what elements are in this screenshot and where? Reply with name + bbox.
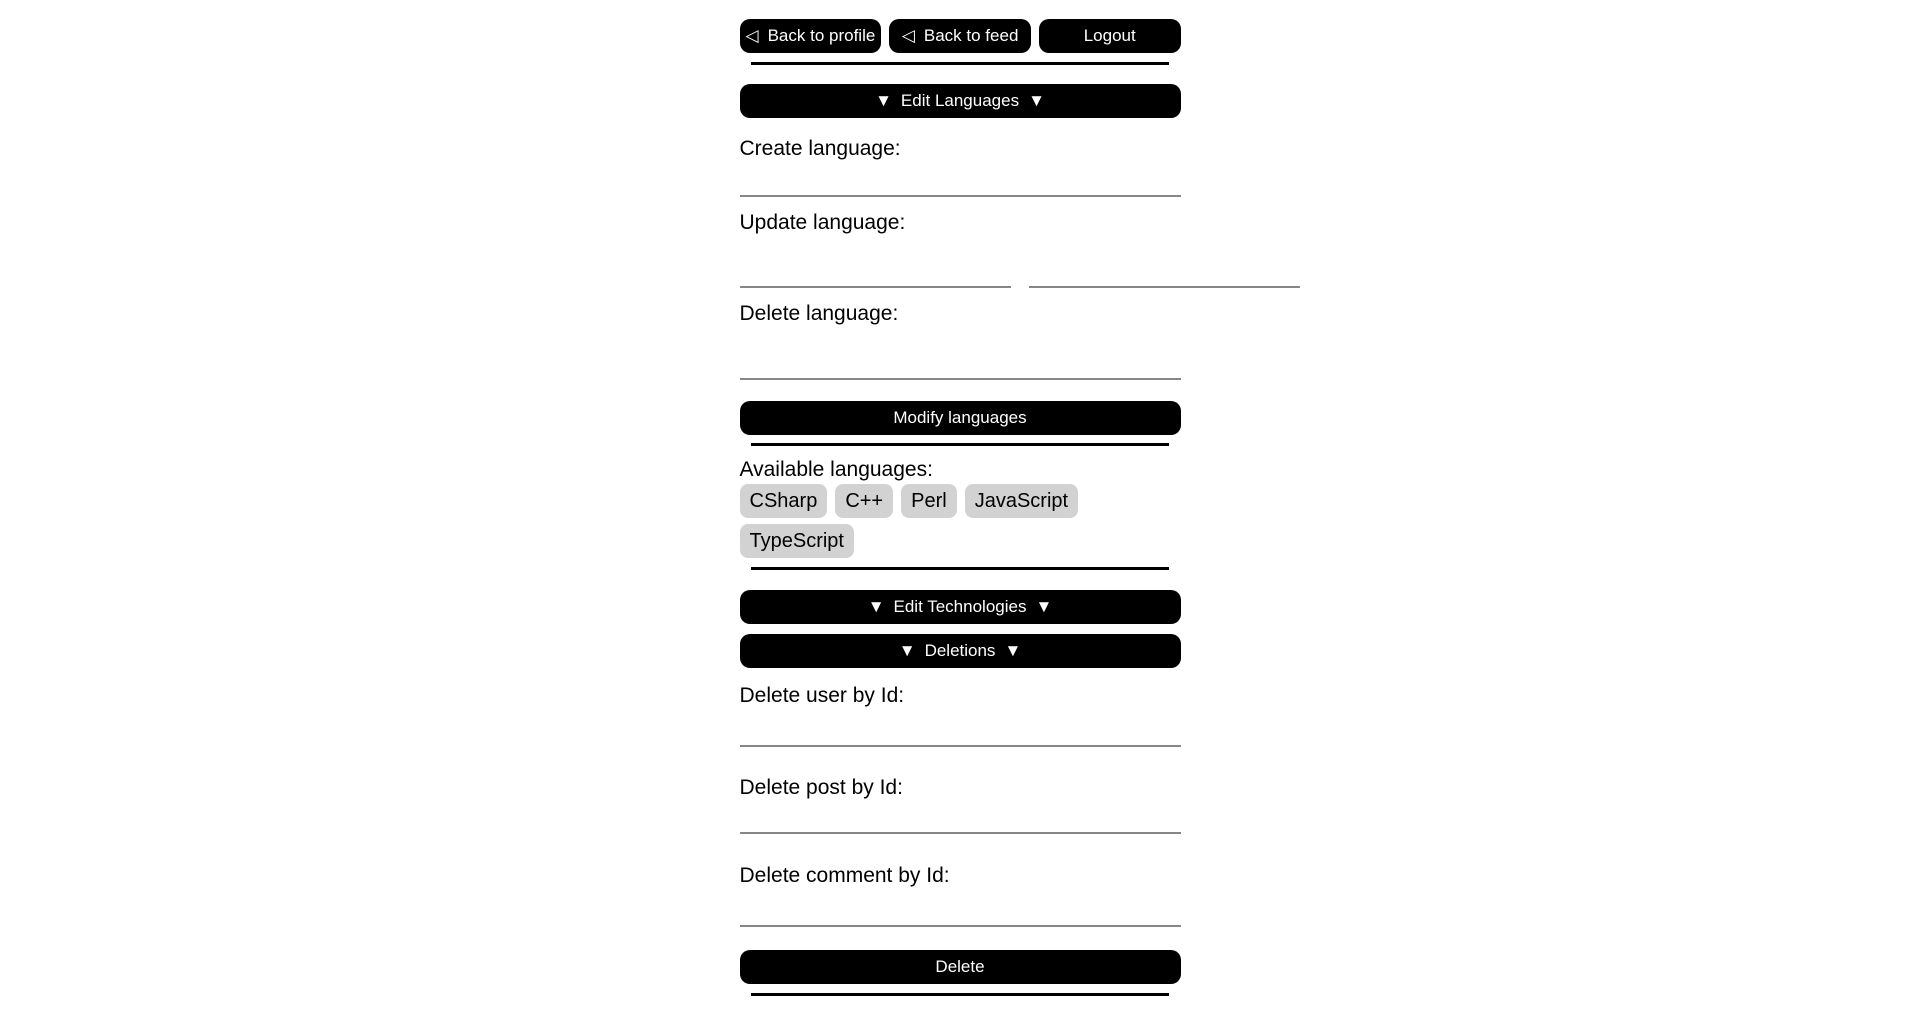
language-chips [740,484,1181,558]
top-navigation [740,19,1181,53]
chevron-down-icon: ▼ [875,91,892,110]
back-to-profile-button[interactable] [740,19,882,53]
divider [751,62,1169,65]
chevron-down-icon: ▼ [1035,597,1053,616]
back-to-feed-label: Back to feed [923,26,1019,45]
edit-languages-toggle[interactable] [740,84,1181,118]
delete-post-label: Delete post by Id: [739,776,903,799]
admin-panel [740,19,1181,996]
chevron-down-icon: ▼ [1028,91,1045,110]
update-language-label: Update language: [739,211,906,234]
edit-technologies-toggle-label: Edit Technologies [893,597,1027,616]
language-chip[interactable]: Perl [901,484,957,518]
divider [751,443,1169,446]
delete-user-input[interactable] [740,709,1181,747]
delete-user-label: Delete user by Id: [739,684,905,707]
edit-languages-toggle-label: Edit Languages [900,91,1020,110]
delete-comment-input[interactable] [740,889,1181,927]
update-language-input-1[interactable] [740,236,1011,288]
update-language-input-2[interactable] [1029,236,1300,288]
create-language-input[interactable] [740,162,1181,197]
deletions-toggle-label: Deletions [924,641,996,660]
divider [751,993,1169,996]
chevron-down-icon: ▼ [898,641,916,660]
edit-technologies-toggle[interactable] [740,590,1181,624]
language-chip[interactable]: CSharp [740,484,828,518]
chevron-down-icon: ▼ [867,597,885,616]
language-chip[interactable]: C++ [835,484,893,518]
back-to-profile-label: Back to profile [767,26,876,45]
divider [751,567,1169,570]
delete-post-input[interactable] [740,801,1181,834]
deletions-toggle[interactable] [740,634,1181,668]
delete-language-label: Delete language: [739,302,899,325]
logout-button[interactable]: Logout [1039,19,1181,53]
create-language-label: Create language: [739,137,901,160]
delete-button[interactable]: Delete [740,950,1181,984]
available-languages-label: Available languages: [739,458,933,481]
back-icon: ◁ [901,26,915,45]
chevron-down-icon: ▼ [1004,641,1022,660]
back-to-feed-button[interactable] [889,19,1031,53]
update-language-inputs [740,236,1181,288]
language-chip[interactable]: TypeScript [740,524,854,558]
delete-language-input[interactable] [740,327,1181,380]
modify-languages-button[interactable]: Modify languages [740,401,1181,435]
language-chip[interactable]: JavaScript [965,484,1078,518]
back-icon: ◁ [745,26,759,45]
delete-comment-label: Delete comment by Id: [739,864,950,887]
